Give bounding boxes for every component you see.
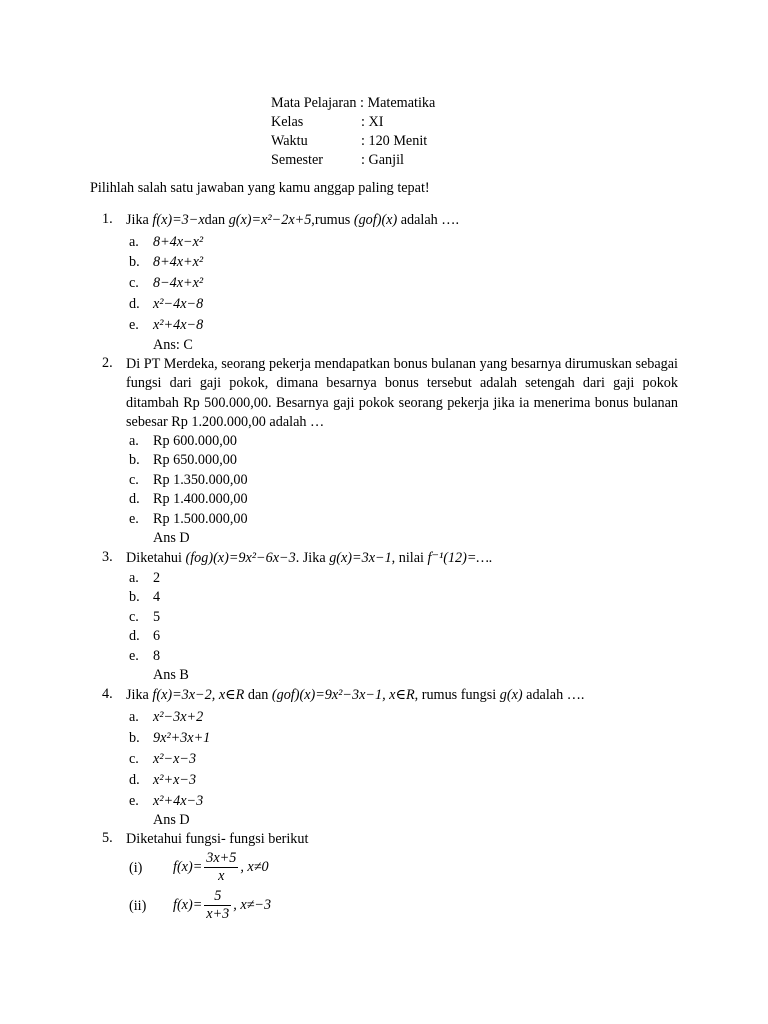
question-number: 1. (102, 211, 113, 227)
fraction-numerator: 3x+5 (206, 850, 237, 866)
option-text: Rp 1.500.000,00 (153, 511, 248, 527)
instruction-text: Pilihlah salah satu jawaban yang kamu anggap paling tepat! (90, 180, 430, 196)
function-lhs: f(x)= (173, 858, 203, 875)
math-expression: g(x)=3x−1 (329, 550, 392, 566)
option-text: Rp 1.350.000,00 (153, 472, 248, 488)
header-value: : 120 Menit (361, 133, 428, 149)
option-c[interactable] (129, 609, 160, 626)
fraction-denominator: x (218, 868, 225, 884)
option-letter: a. (129, 709, 139, 725)
text-segment: dan (244, 687, 272, 703)
option-a[interactable] (129, 709, 203, 726)
header-value: : Matematika (360, 95, 436, 111)
option-text: 8 (153, 648, 161, 664)
option-d[interactable] (129, 628, 160, 645)
option-letter: d. (129, 628, 140, 644)
answer-key: Ans D (153, 812, 190, 828)
option-a[interactable] (129, 433, 237, 450)
function-condition: , x≠−3 (233, 896, 272, 913)
function-item-ii (129, 888, 529, 924)
option-d[interactable] (129, 296, 203, 313)
option-letter: d. (129, 772, 140, 788)
option-letter: c. (129, 472, 139, 488)
option-letter: b. (129, 730, 140, 746)
question-text (126, 686, 678, 705)
option-letter: c. (129, 275, 139, 291)
question-text (126, 549, 678, 568)
option-text: 8+4x−x² (153, 234, 204, 250)
option-text: 4 (153, 589, 161, 605)
math-expression: (gof)(x)=9x²−3x−1, x∈R (271, 687, 415, 703)
option-text: 8+4x+x² (153, 254, 204, 270)
option-letter: b. (129, 452, 140, 468)
text-segment: dan (204, 212, 229, 228)
question-text: Di PT Merdeka, seorang pekerja mendapatkan bonus bulanan yang besarnya dirumuskan sebagai fungsi dari gaji pokok, dimana besarnya bonus tersebut adalah setengah dari gaji pokok ditambah Rp 500.000,00. Besarnya gaji pokok seorang pekerja jika ia menerima bonus bulanan sebesar Rp 1.200.000,00 adalah … (126, 356, 678, 431)
fraction-denominator: x+3 (206, 906, 230, 922)
question-number: 4. (102, 686, 113, 702)
item-label: (ii) (129, 898, 147, 914)
option-letter: e. (129, 511, 139, 527)
option-letter: d. (129, 296, 140, 312)
question-number: 3. (102, 549, 113, 565)
option-text: 5 (153, 609, 161, 625)
answer-key: Ans: C (153, 337, 193, 353)
option-text: x²−4x−8 (153, 296, 204, 312)
fraction (204, 888, 231, 923)
option-letter: d. (129, 491, 140, 507)
math-expression: g(x)=x²−2x+5 (228, 212, 312, 228)
option-b[interactable] (129, 254, 203, 271)
math-expression: f(x)=3−x (152, 212, 205, 228)
option-a[interactable] (129, 234, 203, 251)
option-letter: e. (129, 317, 139, 333)
question-text: Diketahui fungsi- fungsi berikut (126, 831, 309, 847)
option-d[interactable] (129, 772, 196, 789)
text-segment: Jika (126, 212, 153, 228)
item-label: (i) (129, 860, 143, 876)
option-c[interactable] (129, 751, 196, 768)
option-letter: e. (129, 648, 139, 664)
function-expression (173, 850, 269, 885)
header-label: Waktu (271, 133, 308, 149)
option-text: x²+x−3 (153, 772, 197, 788)
fraction (204, 850, 238, 885)
text-segment: Diketahui (126, 550, 186, 566)
option-text: x²+4x−3 (153, 793, 204, 809)
text-segment: adalah …. (522, 687, 585, 703)
option-b[interactable] (129, 730, 210, 747)
option-text: 6 (153, 628, 161, 644)
option-text: 2 (153, 570, 161, 586)
text-segment: , nilai (391, 550, 428, 566)
option-letter: c. (129, 609, 139, 625)
header-label: Kelas (271, 114, 304, 130)
math-expression: f⁻¹(12)=…. (427, 550, 493, 566)
option-b[interactable] (129, 589, 160, 606)
option-e[interactable] (129, 511, 248, 528)
option-a[interactable] (129, 570, 160, 587)
header-value: : XI (361, 114, 384, 130)
text-segment: . Jika (295, 550, 330, 566)
math-expression: f(x)=3x−2, x∈R (152, 687, 245, 703)
fraction-numerator: 5 (204, 888, 231, 906)
function-condition: , x≠0 (240, 858, 269, 875)
header-row-class (271, 113, 435, 132)
option-letter: a. (129, 234, 139, 250)
header-row-time (271, 132, 435, 151)
option-text: 9x²+3x+1 (153, 730, 211, 746)
text-segment: , rumus fungsi (414, 687, 500, 703)
header-row-semester (271, 151, 435, 170)
option-text: Rp 1.400.000,00 (153, 491, 248, 507)
header-value: : Ganjil (361, 152, 404, 168)
option-letter: a. (129, 570, 139, 586)
function-lhs: f(x)= (173, 896, 203, 913)
option-letter: e. (129, 793, 139, 809)
option-text: x²−x−3 (153, 751, 197, 767)
option-letter: a. (129, 433, 139, 449)
text-segment: ,rumus (311, 212, 354, 228)
option-text: x²+4x−8 (153, 317, 204, 333)
option-e[interactable] (129, 317, 203, 334)
question-number: 5. (102, 830, 113, 846)
function-item-i (129, 850, 529, 886)
option-e[interactable] (129, 648, 160, 665)
option-letter: b. (129, 589, 140, 605)
function-expression (173, 888, 271, 923)
answer-key: Ans B (153, 667, 189, 683)
math-expression: (fog)(x)=9x²−6x−3 (185, 550, 296, 566)
option-b[interactable] (129, 452, 237, 469)
option-text: x²−3x+2 (153, 709, 204, 725)
header-row-subject (271, 94, 435, 113)
option-letter: c. (129, 751, 139, 767)
option-c[interactable] (129, 472, 248, 489)
math-expression: (gof)(x) (353, 212, 398, 228)
answer-key: Ans D (153, 530, 190, 546)
option-d[interactable] (129, 491, 248, 508)
question-number: 2. (102, 355, 113, 371)
header-label: Semester (271, 152, 324, 168)
math-expression: g(x) (499, 687, 523, 703)
option-letter: b. (129, 254, 140, 270)
option-text: Rp 600.000,00 (153, 433, 237, 449)
text-segment: adalah …. (397, 212, 460, 228)
header-label: Mata Pelajaran (271, 95, 357, 111)
option-c[interactable] (129, 275, 203, 292)
option-e[interactable] (129, 793, 203, 810)
question-text (126, 211, 678, 230)
option-text: 8−4x+x² (153, 275, 204, 291)
exam-header (271, 94, 435, 170)
text-segment: Jika (126, 687, 153, 703)
option-text: Rp 650.000,00 (153, 452, 237, 468)
